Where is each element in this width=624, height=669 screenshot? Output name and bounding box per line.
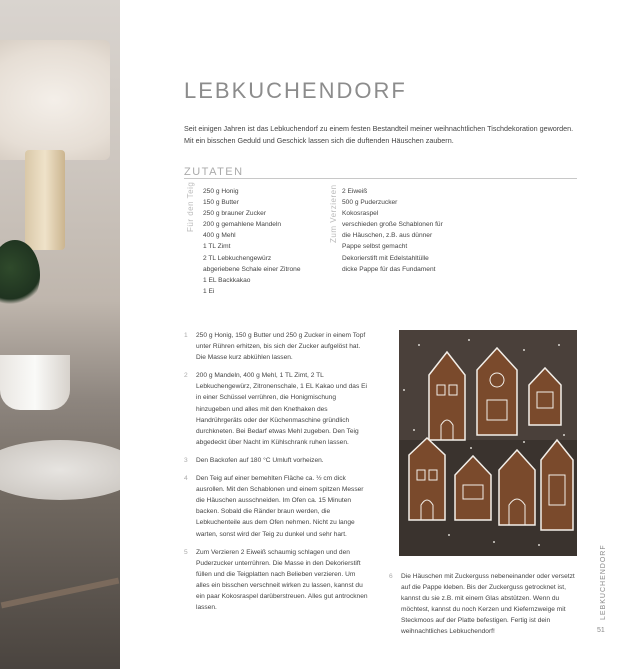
page-title: LEBKUCHENDORF: [184, 78, 407, 103]
verzieren-ingredients: [342, 186, 443, 275]
side-photo: [0, 0, 120, 669]
recipe-step: [184, 455, 370, 466]
step-text: Die Häuschen mit Zuckerguss nebeneinander oder versetzt auf die Pappe kleben. Bis der Zuckerguss getrocknet ist, kannst du sie z.B. mit einem Glas abstützen. Wenn du möchtest, kannst du noch Kerzen und Kiefernzweige mit Steckmoos auf der Platte befestigen. Fertig ist dein weihnachtliches Lebkuchendorf!: [401, 573, 575, 636]
step-number: 4: [184, 475, 188, 483]
footer-running-title: LEBKUCHENDORF: [600, 544, 607, 620]
ingredient-item: 1 EL Backkakao: [203, 276, 251, 284]
ingredient-item: 200 g gemahlene Mandeln: [203, 221, 282, 229]
zutaten-heading: ZUTATEN: [184, 166, 244, 178]
step-number: 2: [184, 372, 188, 380]
gingerbread-illustration: [399, 330, 577, 556]
ingredient-item: 400 g Mehl: [203, 232, 236, 240]
step-number: 6: [389, 573, 393, 580]
ingredient-item: die Häuschen, z.B. aus dünner: [342, 232, 433, 240]
step-text: 250 g Honig, 150 g Butter und 250 g Zucker in einem Topf unter Rühren erhitzen, bis sich der Zucker aufgelöst hat. Die Masse kurz abkühlen lassen.: [196, 332, 366, 362]
lamp-base: [25, 150, 65, 250]
cutlery: [1, 578, 120, 609]
ingredient-item: 1 TL Zimt: [203, 243, 231, 251]
recipe-step: [184, 547, 370, 614]
gingerbread-houses-photo: [399, 330, 577, 556]
ingredient-item: 2 TL Lebkuchengewürz: [203, 254, 272, 262]
ingredient-item: 250 g brauner Zucker: [203, 210, 267, 218]
ingredient-item: Kokosraspel: [342, 210, 379, 218]
ingredient-item: 2 Eiweiß: [342, 188, 368, 195]
page-number: 51: [597, 627, 605, 634]
zutaten-divider: [184, 178, 577, 179]
recipe-step: [184, 330, 370, 363]
teig-ingredients: [203, 186, 301, 297]
recipe-step: [389, 571, 577, 638]
ingredient-item: 150 g Butter: [203, 199, 239, 207]
recipe-step: [184, 473, 370, 540]
step-text: Den Teig auf einer bemehlten Fläche ca. ½ cm dick ausrollen. Mit den Schablonen und einem spitzen Messer die Häuschen ausschneiden. Im Ofen ca. 15 Minuten backen. Sobald die Ränder braun werden, die Lebkuchenteile aus dem Ofen nehmen. Nicht zu lange warten, sonst wird der Teig zu dunkel und sehr hart.: [196, 475, 364, 538]
ingredient-item: 1 Ei: [203, 287, 215, 295]
step-number: 1: [184, 332, 188, 339]
ingredient-item: Dekorierstift mit Edelstahltülle: [342, 254, 429, 262]
verzieren-label: Zum Verzieren: [329, 184, 338, 243]
teig-label: Für den Teig: [186, 181, 195, 232]
recipe-step: [184, 370, 370, 448]
step-text: Zum Verzieren 2 Eiweiß schaumig schlagen und den Puderzucker unterrühren. Die Masse in den Dekorierstift füllen und die Teigplatten nach Belieben verzieren. Um alles ein bisschen verschneit wirken zu lassen, kannst du ein paar Kokosraspel darüberstreuen. Alles gut antrocknen lassen.: [196, 548, 368, 612]
ingredient-item: Pappe selbst gemacht: [342, 243, 408, 251]
ingredient-item: 500 g Puderzucker: [342, 199, 398, 207]
steps-right: [389, 571, 577, 645]
intro-text: Seit einigen Jahren ist das Lebkuchendorf zu einem festen Bestandteil meiner weihnachtlichen Tischdekoration geworden. Mit ein bisschen Geduld und Geschick lassen sich die duftenden Häuschen zaubern.: [184, 124, 574, 145]
ingredient-item: abgeriebene Schale einer Zitrone: [203, 265, 301, 273]
ingredient-item: 250 g Honig: [203, 188, 239, 195]
step-text: 200 g Mandeln, 400 g Mehl, 1 TL Zimt, 2 TL Lebkuchengewürz, Zitronenschale, 1 EL Kakao und das Ei in einer Schüssel verrühren, die Honigmischung hinzugeben und alles mit den Knethaken des Handrührgeräts oder der Küchenmaschine gründlich durchkneten. Bei Bedarf etwas Mehl zugeben. Den Teig abgedeckt über Nacht im Kühlschrank ruhen lassen.: [196, 372, 367, 446]
steps-left: [184, 330, 370, 620]
step-text: Den Backofen auf 180 °C Umluft vorheizen.: [196, 456, 324, 464]
cup: [0, 355, 70, 410]
lamp-shade: [0, 40, 110, 160]
plant: [0, 240, 40, 310]
step-number: 5: [184, 548, 188, 556]
ingredient-item: dicke Pappe für das Fundament: [342, 265, 436, 273]
plate: [0, 440, 120, 500]
step-number: 3: [184, 456, 188, 464]
ingredient-item: verschieden große Schablonen für: [342, 221, 443, 229]
